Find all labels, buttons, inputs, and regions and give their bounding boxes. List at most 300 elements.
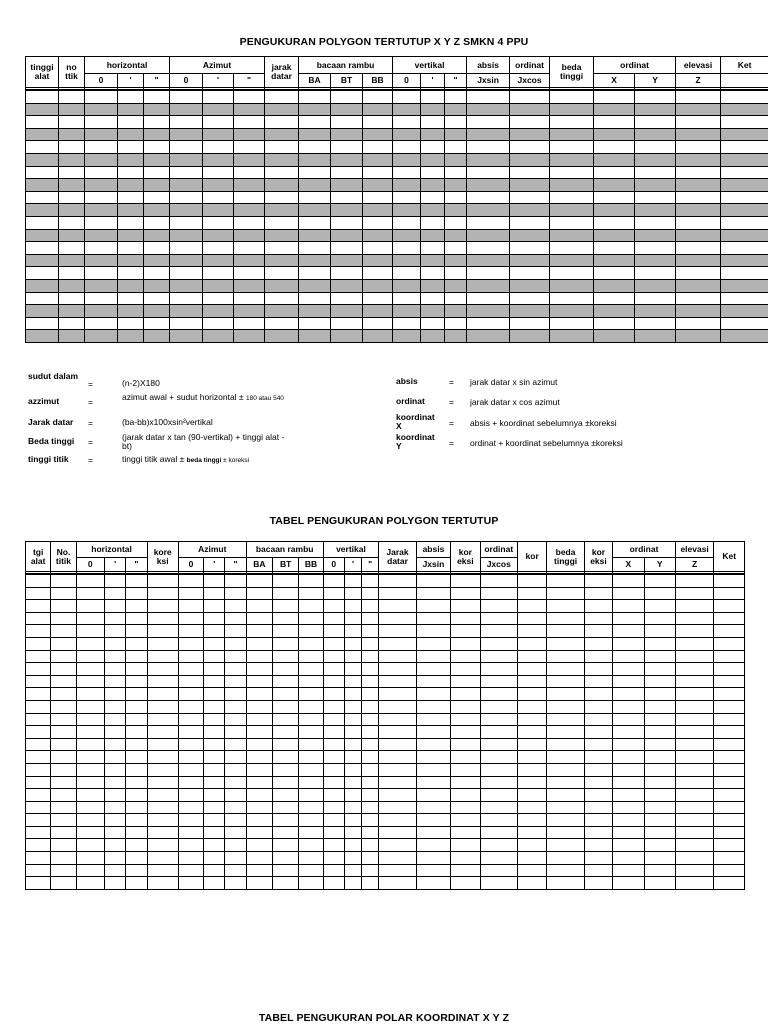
table-cell[interactable] bbox=[323, 789, 344, 802]
table-cell[interactable] bbox=[299, 587, 323, 600]
table-cell[interactable] bbox=[118, 254, 144, 267]
table-cell[interactable] bbox=[225, 738, 246, 751]
table-cell[interactable] bbox=[363, 292, 393, 305]
table-cell[interactable] bbox=[299, 103, 331, 116]
table-cell[interactable] bbox=[379, 574, 416, 587]
table-cell[interactable] bbox=[246, 864, 272, 877]
table-cell[interactable] bbox=[451, 600, 480, 613]
table-cell[interactable] bbox=[204, 726, 225, 739]
table-cell[interactable] bbox=[170, 116, 203, 129]
table-cell[interactable] bbox=[517, 738, 546, 751]
table-cell[interactable] bbox=[550, 179, 594, 192]
table-cell[interactable] bbox=[644, 587, 675, 600]
table-cell[interactable] bbox=[273, 801, 299, 814]
table-cell[interactable] bbox=[344, 839, 361, 852]
table-cell[interactable] bbox=[104, 776, 125, 789]
table-cell[interactable] bbox=[362, 612, 379, 625]
table-cell[interactable] bbox=[323, 751, 344, 764]
table-cell[interactable] bbox=[362, 700, 379, 713]
table-cell[interactable] bbox=[170, 179, 203, 192]
table-cell[interactable] bbox=[118, 179, 144, 192]
table-cell[interactable] bbox=[118, 279, 144, 292]
table-cell[interactable] bbox=[510, 179, 550, 192]
table-cell[interactable] bbox=[299, 625, 323, 638]
table-cell[interactable] bbox=[445, 267, 467, 280]
table-cell[interactable] bbox=[480, 789, 517, 802]
table-cell[interactable] bbox=[59, 279, 85, 292]
table-cell[interactable] bbox=[323, 600, 344, 613]
table-cell[interactable] bbox=[178, 826, 203, 839]
table-cell[interactable] bbox=[26, 675, 51, 688]
table-cell[interactable] bbox=[323, 637, 344, 650]
table-cell[interactable] bbox=[480, 574, 517, 587]
table-cell[interactable] bbox=[170, 279, 203, 292]
table-cell[interactable] bbox=[178, 675, 203, 688]
table-cell[interactable] bbox=[480, 726, 517, 739]
table-cell[interactable] bbox=[26, 90, 59, 103]
table-cell[interactable] bbox=[51, 763, 76, 776]
table-cell[interactable] bbox=[273, 713, 299, 726]
table-cell[interactable] bbox=[363, 166, 393, 179]
table-cell[interactable] bbox=[51, 751, 76, 764]
table-cell[interactable] bbox=[147, 663, 178, 676]
table-cell[interactable] bbox=[246, 852, 272, 865]
table-cell[interactable] bbox=[225, 864, 246, 877]
table-cell[interactable] bbox=[613, 663, 644, 676]
table-cell[interactable] bbox=[234, 317, 265, 330]
table-cell[interactable] bbox=[467, 179, 510, 192]
table-cell[interactable] bbox=[147, 650, 178, 663]
table-cell[interactable] bbox=[265, 254, 299, 267]
table-cell[interactable] bbox=[331, 90, 363, 103]
table-cell[interactable] bbox=[393, 216, 421, 229]
table-cell[interactable] bbox=[147, 801, 178, 814]
table-cell[interactable] bbox=[421, 153, 445, 166]
table-cell[interactable] bbox=[675, 852, 713, 865]
table-cell[interactable] bbox=[363, 242, 393, 255]
table-cell[interactable] bbox=[59, 242, 85, 255]
table-cell[interactable] bbox=[265, 216, 299, 229]
table-cell[interactable] bbox=[363, 128, 393, 141]
table-cell[interactable] bbox=[480, 637, 517, 650]
table-cell[interactable] bbox=[204, 650, 225, 663]
table-cell[interactable] bbox=[234, 166, 265, 179]
table-cell[interactable] bbox=[445, 292, 467, 305]
table-cell[interactable] bbox=[323, 763, 344, 776]
table-cell[interactable] bbox=[714, 738, 745, 751]
table-cell[interactable] bbox=[234, 292, 265, 305]
table-cell[interactable] bbox=[467, 292, 510, 305]
table-cell[interactable] bbox=[85, 179, 118, 192]
table-cell[interactable] bbox=[547, 801, 584, 814]
table-cell[interactable] bbox=[85, 242, 118, 255]
table-cell[interactable] bbox=[421, 292, 445, 305]
table-cell[interactable] bbox=[203, 317, 234, 330]
table-cell[interactable] bbox=[344, 675, 361, 688]
table-cell[interactable] bbox=[594, 166, 635, 179]
table-cell[interactable] bbox=[451, 839, 480, 852]
table-cell[interactable] bbox=[550, 103, 594, 116]
table-cell[interactable] bbox=[550, 141, 594, 154]
table-cell[interactable] bbox=[393, 191, 421, 204]
table-cell[interactable] bbox=[362, 839, 379, 852]
table-cell[interactable] bbox=[118, 153, 144, 166]
table-cell[interactable] bbox=[246, 637, 272, 650]
table-cell[interactable] bbox=[721, 116, 768, 129]
table-cell[interactable] bbox=[147, 637, 178, 650]
table-cell[interactable] bbox=[363, 305, 393, 318]
table-cell[interactable] bbox=[126, 637, 147, 650]
table-cell[interactable] bbox=[178, 700, 203, 713]
table-cell[interactable] bbox=[203, 254, 234, 267]
table-cell[interactable] bbox=[635, 292, 676, 305]
table-cell[interactable] bbox=[547, 826, 584, 839]
table-cell[interactable] bbox=[480, 839, 517, 852]
table-cell[interactable] bbox=[393, 229, 421, 242]
table-cell[interactable] bbox=[676, 153, 721, 166]
table-cell[interactable] bbox=[362, 763, 379, 776]
table-cell[interactable] bbox=[26, 600, 51, 613]
table-cell[interactable] bbox=[644, 839, 675, 852]
table-cell[interactable] bbox=[26, 254, 59, 267]
table-cell[interactable] bbox=[721, 166, 768, 179]
table-cell[interactable] bbox=[714, 600, 745, 613]
table-cell[interactable] bbox=[451, 814, 480, 827]
table-cell[interactable] bbox=[676, 330, 721, 343]
table-cell[interactable] bbox=[517, 776, 546, 789]
table-cell[interactable] bbox=[144, 90, 170, 103]
table-cell[interactable] bbox=[421, 90, 445, 103]
table-cell[interactable] bbox=[584, 713, 612, 726]
table-cell[interactable] bbox=[104, 839, 125, 852]
table-cell[interactable] bbox=[416, 713, 450, 726]
table-cell[interactable] bbox=[203, 90, 234, 103]
table-cell[interactable] bbox=[26, 637, 51, 650]
table-cell[interactable] bbox=[273, 612, 299, 625]
table-cell[interactable] bbox=[363, 267, 393, 280]
table-cell[interactable] bbox=[363, 204, 393, 217]
table-cell[interactable] bbox=[362, 625, 379, 638]
table-cell[interactable] bbox=[246, 776, 272, 789]
table-cell[interactable] bbox=[178, 726, 203, 739]
table-cell[interactable] bbox=[362, 826, 379, 839]
table-cell[interactable] bbox=[467, 90, 510, 103]
table-cell[interactable] bbox=[421, 305, 445, 318]
table-cell[interactable] bbox=[265, 317, 299, 330]
table-cell[interactable] bbox=[584, 700, 612, 713]
table-cell[interactable] bbox=[118, 116, 144, 129]
table-cell[interactable] bbox=[299, 738, 323, 751]
table-cell[interactable] bbox=[225, 801, 246, 814]
table-cell[interactable] bbox=[273, 650, 299, 663]
table-cell[interactable] bbox=[26, 852, 51, 865]
table-cell[interactable] bbox=[51, 726, 76, 739]
table-cell[interactable] bbox=[85, 229, 118, 242]
table-cell[interactable] bbox=[203, 229, 234, 242]
table-cell[interactable] bbox=[635, 204, 676, 217]
table-cell[interactable] bbox=[676, 292, 721, 305]
table-cell[interactable] bbox=[393, 179, 421, 192]
table-cell[interactable] bbox=[445, 116, 467, 129]
table-cell[interactable] bbox=[299, 574, 323, 587]
table-cell[interactable] bbox=[517, 587, 546, 600]
table-cell[interactable] bbox=[721, 279, 768, 292]
table-cell[interactable] bbox=[445, 179, 467, 192]
table-cell[interactable] bbox=[59, 128, 85, 141]
table-cell[interactable] bbox=[246, 814, 272, 827]
table-cell[interactable] bbox=[393, 317, 421, 330]
table-cell[interactable] bbox=[584, 751, 612, 764]
table-cell[interactable] bbox=[147, 700, 178, 713]
table-cell[interactable] bbox=[451, 751, 480, 764]
table-cell[interactable] bbox=[362, 663, 379, 676]
table-cell[interactable] bbox=[445, 305, 467, 318]
table-cell[interactable] bbox=[147, 814, 178, 827]
table-cell[interactable] bbox=[635, 128, 676, 141]
table-cell[interactable] bbox=[510, 204, 550, 217]
table-cell[interactable] bbox=[363, 153, 393, 166]
table-cell[interactable] bbox=[299, 242, 331, 255]
table-cell[interactable] bbox=[299, 826, 323, 839]
table-cell[interactable] bbox=[331, 292, 363, 305]
table-cell[interactable] bbox=[170, 229, 203, 242]
table-cell[interactable] bbox=[126, 738, 147, 751]
table-cell[interactable] bbox=[234, 191, 265, 204]
table-cell[interactable] bbox=[299, 713, 323, 726]
table-cell[interactable] bbox=[265, 305, 299, 318]
table-cell[interactable] bbox=[675, 801, 713, 814]
table-cell[interactable] bbox=[421, 254, 445, 267]
table-cell[interactable] bbox=[644, 864, 675, 877]
table-cell[interactable] bbox=[547, 789, 584, 802]
table-cell[interactable] bbox=[299, 650, 323, 663]
table-cell[interactable] bbox=[147, 877, 178, 890]
table-cell[interactable] bbox=[299, 877, 323, 890]
table-cell[interactable] bbox=[85, 116, 118, 129]
table-cell[interactable] bbox=[76, 637, 104, 650]
table-cell[interactable] bbox=[416, 625, 450, 638]
table-cell[interactable] bbox=[613, 625, 644, 638]
table-cell[interactable] bbox=[299, 663, 323, 676]
table-cell[interactable] bbox=[76, 801, 104, 814]
table-cell[interactable] bbox=[451, 574, 480, 587]
table-cell[interactable] bbox=[467, 229, 510, 242]
table-cell[interactable] bbox=[51, 637, 76, 650]
table-cell[interactable] bbox=[147, 587, 178, 600]
table-cell[interactable] bbox=[416, 839, 450, 852]
table-cell[interactable] bbox=[644, 826, 675, 839]
table-cell[interactable] bbox=[467, 141, 510, 154]
table-cell[interactable] bbox=[344, 713, 361, 726]
table-cell[interactable] bbox=[517, 675, 546, 688]
table-cell[interactable] bbox=[594, 305, 635, 318]
table-cell[interactable] bbox=[584, 625, 612, 638]
table-cell[interactable] bbox=[225, 776, 246, 789]
table-cell[interactable] bbox=[273, 839, 299, 852]
table-cell[interactable] bbox=[416, 574, 450, 587]
table-cell[interactable] bbox=[144, 204, 170, 217]
table-cell[interactable] bbox=[323, 574, 344, 587]
table-cell[interactable] bbox=[467, 216, 510, 229]
table-cell[interactable] bbox=[85, 103, 118, 116]
table-cell[interactable] bbox=[547, 864, 584, 877]
table-cell[interactable] bbox=[517, 864, 546, 877]
table-cell[interactable] bbox=[379, 814, 416, 827]
table-cell[interactable] bbox=[178, 839, 203, 852]
table-cell[interactable] bbox=[246, 625, 272, 638]
table-cell[interactable] bbox=[344, 700, 361, 713]
table-cell[interactable] bbox=[445, 166, 467, 179]
table-cell[interactable] bbox=[416, 663, 450, 676]
table-cell[interactable] bbox=[273, 625, 299, 638]
table-cell[interactable] bbox=[118, 242, 144, 255]
table-cell[interactable] bbox=[362, 814, 379, 827]
table-cell[interactable] bbox=[126, 700, 147, 713]
table-cell[interactable] bbox=[451, 852, 480, 865]
table-cell[interactable] bbox=[362, 675, 379, 688]
table-cell[interactable] bbox=[421, 229, 445, 242]
table-cell[interactable] bbox=[613, 738, 644, 751]
table-cell[interactable] bbox=[59, 179, 85, 192]
table-cell[interactable] bbox=[170, 191, 203, 204]
table-cell[interactable] bbox=[246, 675, 272, 688]
table-cell[interactable] bbox=[421, 191, 445, 204]
table-cell[interactable] bbox=[118, 317, 144, 330]
table-cell[interactable] bbox=[126, 600, 147, 613]
table-cell[interactable] bbox=[323, 650, 344, 663]
table-cell[interactable] bbox=[344, 776, 361, 789]
table-cell[interactable] bbox=[323, 726, 344, 739]
table-cell[interactable] bbox=[26, 305, 59, 318]
table-cell[interactable] bbox=[547, 637, 584, 650]
table-cell[interactable] bbox=[594, 317, 635, 330]
table-cell[interactable] bbox=[299, 776, 323, 789]
table-cell[interactable] bbox=[85, 279, 118, 292]
table-cell[interactable] bbox=[467, 166, 510, 179]
table-cell[interactable] bbox=[126, 776, 147, 789]
table-cell[interactable] bbox=[547, 663, 584, 676]
table-cell[interactable] bbox=[675, 726, 713, 739]
table-cell[interactable] bbox=[76, 726, 104, 739]
table-cell[interactable] bbox=[714, 713, 745, 726]
table-cell[interactable] bbox=[714, 637, 745, 650]
table-cell[interactable] bbox=[85, 216, 118, 229]
table-cell[interactable] bbox=[118, 305, 144, 318]
table-cell[interactable] bbox=[635, 103, 676, 116]
table-cell[interactable] bbox=[299, 600, 323, 613]
table-cell[interactable] bbox=[26, 713, 51, 726]
table-cell[interactable] bbox=[265, 103, 299, 116]
table-cell[interactable] bbox=[170, 254, 203, 267]
table-cell[interactable] bbox=[170, 90, 203, 103]
table-cell[interactable] bbox=[299, 864, 323, 877]
table-cell[interactable] bbox=[144, 292, 170, 305]
table-cell[interactable] bbox=[246, 688, 272, 701]
table-cell[interactable] bbox=[76, 864, 104, 877]
table-cell[interactable] bbox=[26, 612, 51, 625]
table-cell[interactable] bbox=[51, 700, 76, 713]
table-cell[interactable] bbox=[225, 814, 246, 827]
table-cell[interactable] bbox=[26, 663, 51, 676]
table-cell[interactable] bbox=[265, 90, 299, 103]
table-cell[interactable] bbox=[178, 864, 203, 877]
table-cell[interactable] bbox=[676, 191, 721, 204]
table-cell[interactable] bbox=[714, 789, 745, 802]
table-cell[interactable] bbox=[676, 116, 721, 129]
table-cell[interactable] bbox=[299, 204, 331, 217]
table-cell[interactable] bbox=[635, 317, 676, 330]
table-cell[interactable] bbox=[344, 864, 361, 877]
table-cell[interactable] bbox=[584, 839, 612, 852]
table-cell[interactable] bbox=[170, 317, 203, 330]
table-cell[interactable] bbox=[613, 650, 644, 663]
table-cell[interactable] bbox=[675, 738, 713, 751]
table-cell[interactable] bbox=[203, 191, 234, 204]
table-cell[interactable] bbox=[225, 839, 246, 852]
table-cell[interactable] bbox=[344, 600, 361, 613]
table-cell[interactable] bbox=[613, 826, 644, 839]
table-cell[interactable] bbox=[85, 330, 118, 343]
table-cell[interactable] bbox=[421, 279, 445, 292]
table-cell[interactable] bbox=[51, 713, 76, 726]
table-cell[interactable] bbox=[445, 141, 467, 154]
table-cell[interactable] bbox=[613, 751, 644, 764]
table-cell[interactable] bbox=[584, 801, 612, 814]
table-cell[interactable] bbox=[144, 330, 170, 343]
table-cell[interactable] bbox=[204, 612, 225, 625]
table-cell[interactable] bbox=[584, 864, 612, 877]
table-cell[interactable] bbox=[517, 600, 546, 613]
table-cell[interactable] bbox=[510, 242, 550, 255]
table-cell[interactable] bbox=[204, 738, 225, 751]
table-cell[interactable] bbox=[344, 625, 361, 638]
table-cell[interactable] bbox=[635, 179, 676, 192]
table-cell[interactable] bbox=[204, 675, 225, 688]
table-cell[interactable] bbox=[676, 166, 721, 179]
table-cell[interactable] bbox=[178, 713, 203, 726]
table-cell[interactable] bbox=[584, 574, 612, 587]
table-cell[interactable] bbox=[170, 292, 203, 305]
table-cell[interactable] bbox=[51, 612, 76, 625]
table-cell[interactable] bbox=[467, 305, 510, 318]
table-cell[interactable] bbox=[204, 864, 225, 877]
table-cell[interactable] bbox=[265, 191, 299, 204]
table-cell[interactable] bbox=[85, 191, 118, 204]
table-cell[interactable] bbox=[85, 166, 118, 179]
table-cell[interactable] bbox=[635, 141, 676, 154]
table-cell[interactable] bbox=[118, 292, 144, 305]
table-cell[interactable] bbox=[714, 776, 745, 789]
table-cell[interactable] bbox=[51, 574, 76, 587]
table-cell[interactable] bbox=[547, 763, 584, 776]
table-cell[interactable] bbox=[594, 279, 635, 292]
table-cell[interactable] bbox=[480, 776, 517, 789]
table-cell[interactable] bbox=[118, 204, 144, 217]
table-cell[interactable] bbox=[104, 852, 125, 865]
table-cell[interactable] bbox=[203, 267, 234, 280]
table-cell[interactable] bbox=[421, 330, 445, 343]
table-cell[interactable] bbox=[323, 738, 344, 751]
table-cell[interactable] bbox=[644, 751, 675, 764]
table-cell[interactable] bbox=[118, 330, 144, 343]
table-cell[interactable] bbox=[147, 839, 178, 852]
table-cell[interactable] bbox=[299, 279, 331, 292]
table-cell[interactable] bbox=[147, 751, 178, 764]
table-cell[interactable] bbox=[517, 814, 546, 827]
table-cell[interactable] bbox=[178, 612, 203, 625]
table-cell[interactable] bbox=[675, 612, 713, 625]
table-cell[interactable] bbox=[104, 574, 125, 587]
